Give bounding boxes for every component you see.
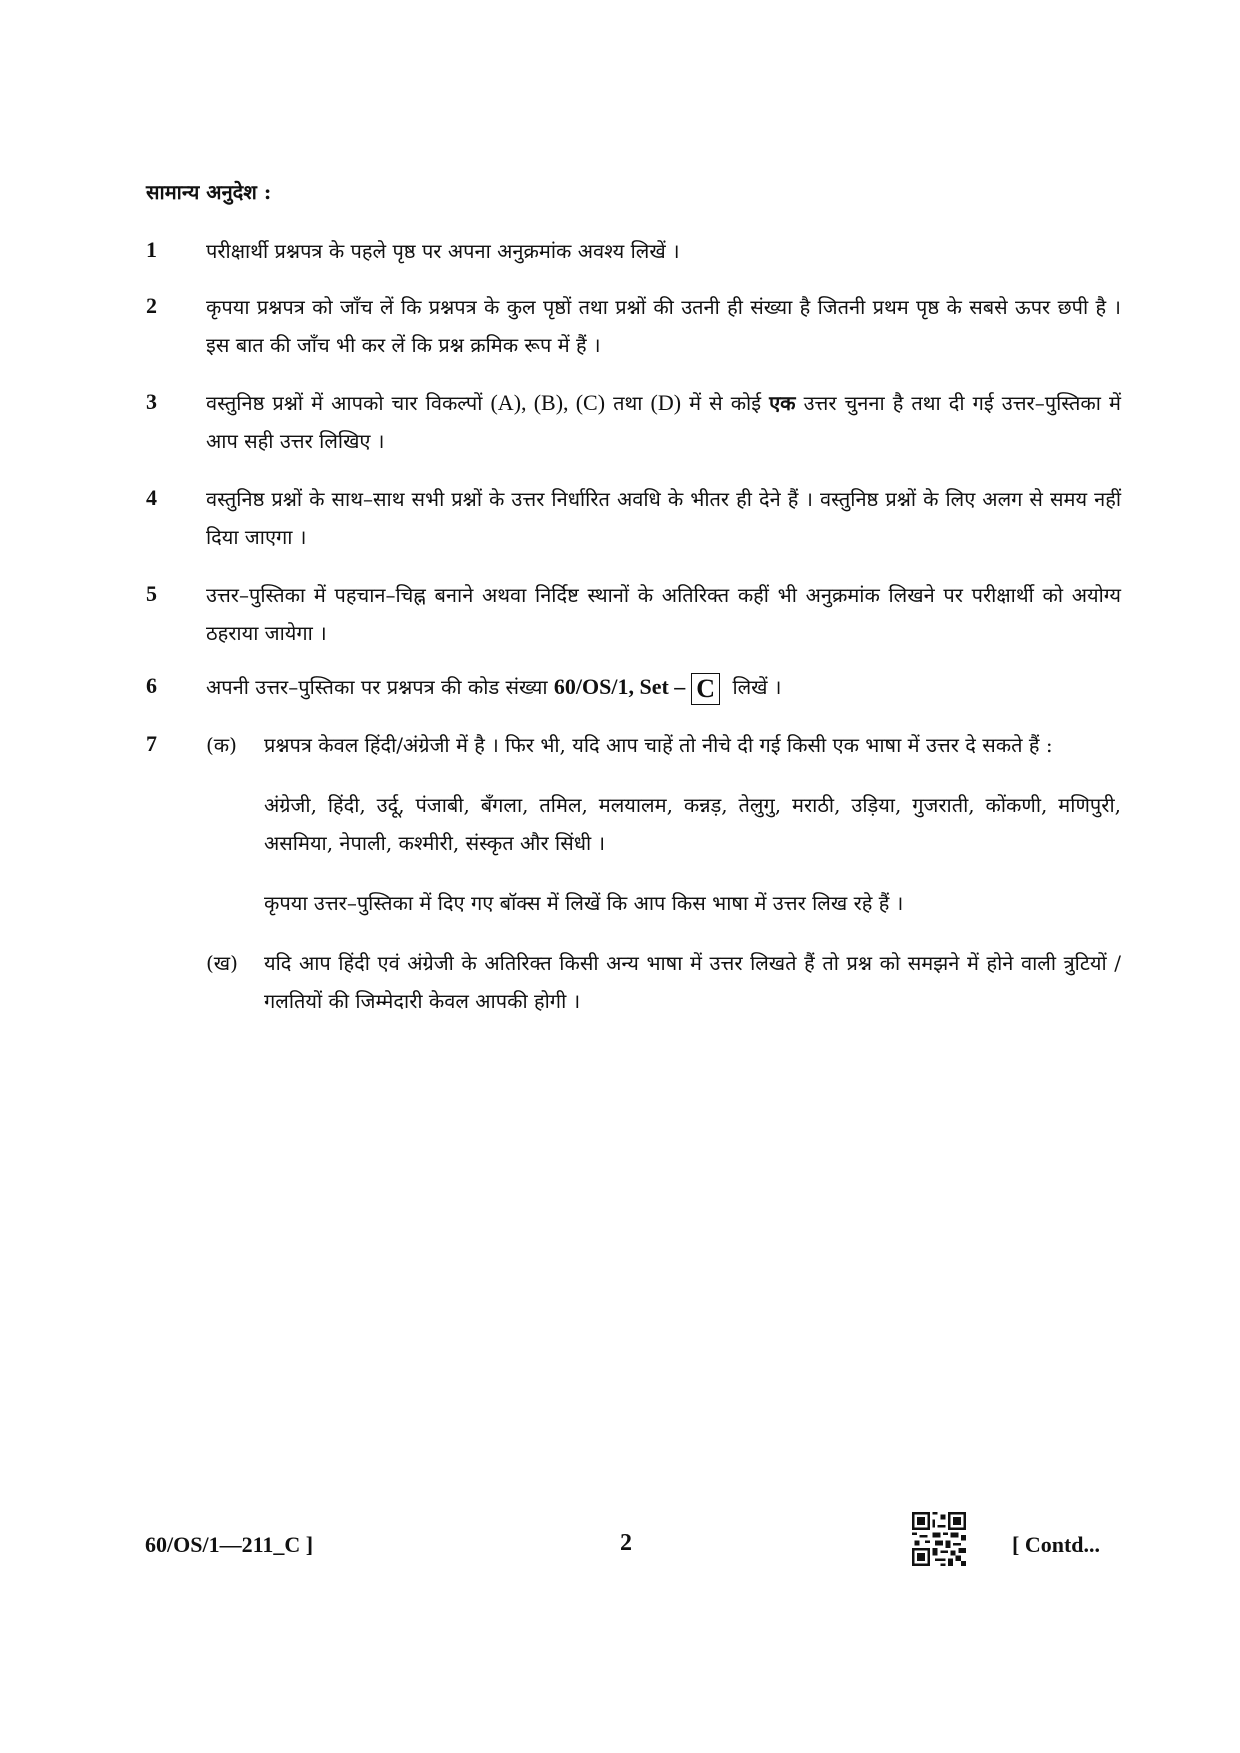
- sub-item-a: [206, 726, 1121, 922]
- footer-paper-code: 60/OS/1—211_C ]: [145, 1532, 314, 1557]
- box-note: कृपया उत्तर–पुस्तिका में दिए गए बॉक्स में लिखें कि आप किस भाषा में उत्तर लिख रहे हैं ।: [264, 891, 904, 915]
- text-part: लिखें ।: [732, 675, 782, 699]
- instruction-3: [146, 384, 1121, 460]
- item-number: 5: [146, 581, 157, 606]
- instruction-4: [146, 480, 1121, 556]
- instruction-5: [146, 576, 1121, 652]
- item-number: 4: [146, 485, 157, 510]
- item-number: 3: [146, 389, 157, 414]
- page-number: 2: [620, 1530, 632, 1556]
- item-text: कृपया प्रश्नपत्र को जाँच लें कि प्रश्नपत्र के कुल पृष्ठों तथा प्रश्नों की उतनी ही संख्या है जितनी प्रथम पृष्ठ के सबसे ऊपर छपी है । इस बात की जाँच भी कर लें कि प्रश्न क्रमिक रूप में हैं ।: [206, 295, 1121, 357]
- item-number: 7: [146, 731, 157, 756]
- sub-label: (ख): [206, 951, 238, 975]
- item-text: वस्तुनिष्ठ प्रश्नों के साथ–साथ सभी प्रश्नों के उत्तर निर्धारित अवधि के भीतर ही देने हैं । वस्तुनिष्ठ प्रश्नों के लिए अलग से समय नहीं दिया जाएगा ।: [206, 487, 1121, 549]
- languages-list: अंग्रेजी, हिंदी, उर्दू, पंजाबी, बँगला, तमिल, मलयालम, कन्नड़, तेलुगु, मराठी, उड़िया, गुजराती, कोंकणी, मणिपुरी, असमिया, नेपाली, कश्मीरी, संस्कृत और सिंधी ।: [264, 793, 1121, 855]
- option-d: (D): [650, 390, 682, 415]
- item-text: परीक्षार्थी प्रश्नपत्र के पहले पृष्ठ पर अपना अनुक्रमांक अवश्य लिखें ।: [206, 239, 680, 263]
- text-part: अपनी उत्तर–पुस्तिका पर प्रश्नपत्र की कोड संख्या: [206, 675, 548, 699]
- instructions-heading: सामान्य अनुदेश :: [146, 180, 272, 204]
- instruction-7: [146, 726, 1121, 1020]
- sub-item-b: [206, 944, 1121, 1020]
- set-letter-box: C: [691, 673, 720, 705]
- item-text: [206, 668, 1121, 706]
- instruction-6: [146, 668, 1121, 706]
- paper-code: 60/OS/1, Set –: [553, 674, 686, 699]
- item-number: 2: [146, 293, 157, 318]
- instruction-2: [146, 288, 1121, 364]
- sub-label: (क): [206, 733, 237, 757]
- item-text: [206, 384, 1121, 460]
- item-number: 1: [146, 237, 157, 262]
- bold-word: एक: [769, 391, 796, 415]
- item-text: उत्तर–पुस्तिका में पहचान–चिह्न बनाने अथवा निर्दिष्ट स्थानों के अतिरिक्त कहीं भी अनुक्रमांक लिखने पर परीक्षार्थी को अयोग्य ठहराया जायेगा ।: [206, 583, 1121, 645]
- instruction-1: [146, 232, 1121, 270]
- continued-label: [ Contd...: [1012, 1532, 1101, 1557]
- sub-text: यदि आप हिंदी एवं अंग्रेजी के अतिरिक्त किसी अन्य भाषा में उत्तर लिखते हैं तो प्रश्न को समझने में होने वाली त्रुटियों / गलतियों की जिम्मेदारी केवल आपकी होगी ।: [264, 951, 1121, 1013]
- item-number: 6: [146, 673, 157, 698]
- text-part: में से कोई: [689, 391, 762, 415]
- text-part: वस्तुनिष्ठ प्रश्नों में आपको चार विकल्पों: [206, 391, 483, 415]
- sub-text: प्रश्नपत्र केवल हिंदी/अंग्रेजी में है । फिर भी, यदि आप चाहें तो नीचे दी गई किसी एक भाषा में उत्तर दे सकते हैं :: [264, 733, 1053, 757]
- options-abc: (A), (B), (C): [490, 390, 606, 415]
- qr-code-icon: [912, 1512, 966, 1566]
- text-part: तथा: [613, 391, 643, 415]
- text-part: उत्तर चुनना है तथा दी गई उत्तर–पुस्तिका में आप सही उत्तर लिखिए ।: [206, 391, 1121, 453]
